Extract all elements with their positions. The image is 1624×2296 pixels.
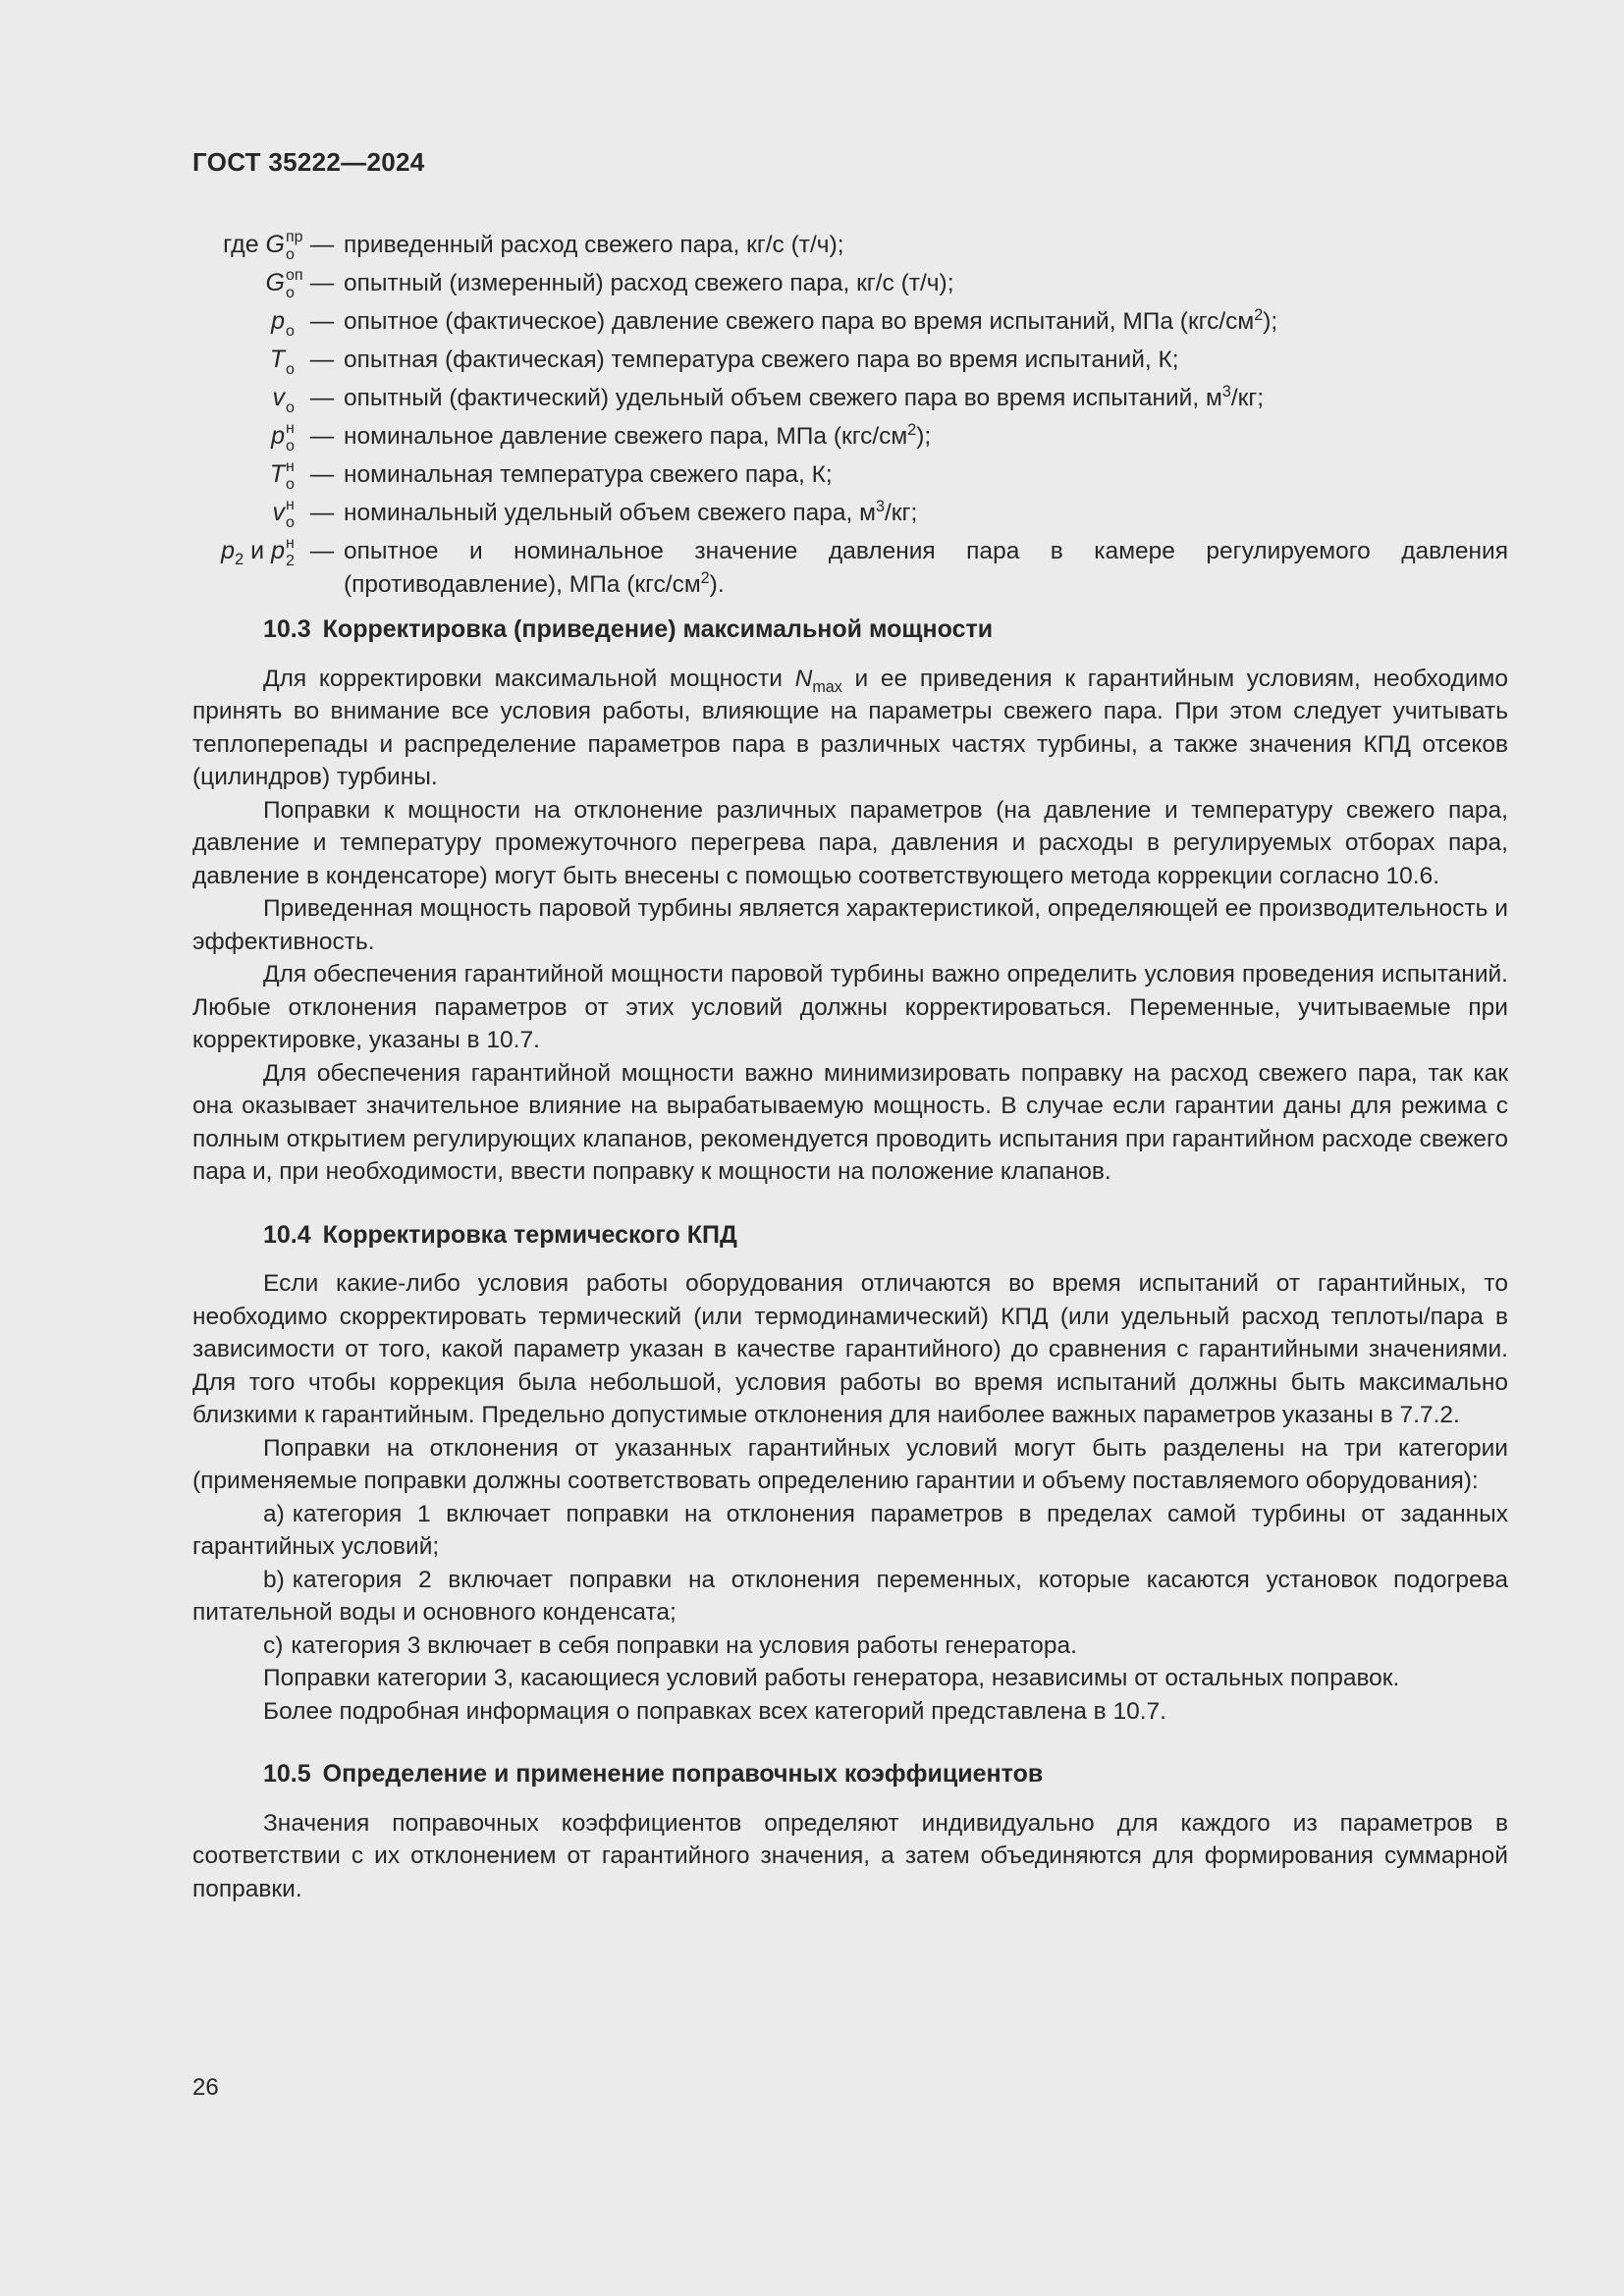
definition-dash: —: [309, 385, 335, 411]
definition-dash: —: [309, 500, 335, 526]
definition-row: [192, 229, 1508, 267]
definition-row: [192, 305, 1508, 344]
paragraph: Для корректировки максимальной мощности $N_{max}$ и ее приведения к гарантийным условиям, необходимо принять во внимание все условия работы, влияющие на параметры свежего пара. При этом следует учитывать теплоперепады и распределение параметров пара в различных частях турбины, а также значения КПД отсеков (цилиндров) турбины.: [192, 665, 1508, 790]
definition-row: [192, 535, 1508, 604]
section-10-4: [192, 1219, 1508, 1729]
definition-symbol: p н о: [271, 420, 295, 454]
definition-symbol: T о: [269, 346, 295, 378]
definition-dash: —: [309, 538, 335, 564]
paragraph: Если какие-либо условия работы оборудования отличаются во время испытаний от гарантийных, то необходимо скорректировать термический (или термодинамический) КПД (или удельный расход теплоты/пара в зависимости от того, какой параметр указан в качестве гарантийного) до сравнения с гарантийными значениями. Для того чтобы коррекция была небольшой, условия работы во время испытаний должны быть максимально близкими к гарантийным. Предельно допустимые отклонения для наиболее важных параметров указаны в 7.7.2.: [192, 1270, 1508, 1428]
section-10-3: [192, 614, 1508, 1189]
definition-row: [192, 497, 1508, 535]
definition-dash: —: [309, 270, 335, 296]
paragraph: Более подробная информация о поправках всех категорий представлена в 10.7.: [263, 1697, 1166, 1725]
paragraph: Для обеспечения гарантийной мощности паровой турбины важно определить условия проведения испытаний. Любые отклонения параметров от этих условий должны корректироваться. Переменные, учитываемые при корректировке, указаны в 10.7.: [192, 961, 1508, 1053]
list-item: a) категория 1 включает поправки на отклонения параметров в пределах самой турбины от заданных гарантийных условий;: [192, 1500, 1508, 1560]
definition-symbol: p о: [271, 307, 295, 340]
definition-text: опытный (измеренный) расход свежего пара, кг/с (т/ч);: [344, 270, 954, 296]
list-item: c) категория 3 включает в себя поправки на условия работы генератора.: [263, 1631, 1077, 1659]
definition-dash: —: [309, 232, 335, 258]
definition-row: [192, 458, 1508, 497]
paragraph: Для обеспечения гарантийной мощности важно минимизировать поправку на расход свежего пара, так как она оказывает значительное влияние на вырабатываемую мощность. В случае если гарантии даны для режима с полным открытием регулирующих клапанов, рекомендуется проводить испытания при гарантийном расходе свежего пара и, при необходимости, ввести поправку к мощности на положение клапанов.: [192, 1059, 1508, 1185]
definition-dash: —: [309, 308, 335, 335]
section-heading: 10.5 Определение и применение поправочных коэффициентов: [263, 1760, 1044, 1788]
section-heading: 10.4 Корректировка термического КПД: [263, 1220, 737, 1249]
paragraph: Значения поправочных коэффициентов определяют индивидуально для каждого из параметров в соответствии с их отклонением от гарантийного значения, а затем объединяются для формирования суммарной поправки.: [192, 1809, 1508, 1902]
definition-row: [192, 267, 1508, 305]
definition-row: [192, 420, 1508, 458]
definition-symbol: где G пр о: [223, 229, 303, 263]
section-10-5: [192, 1758, 1508, 1905]
definition-text: номинальный удельный объем свежего пара, $м^3/кг$;: [344, 497, 918, 526]
definition-dash: —: [309, 461, 335, 488]
definition-text: номинальная температура свежего пара, К;: [344, 461, 833, 488]
page-number: 26: [192, 2074, 219, 2101]
definitions-list: [192, 229, 1508, 604]
definition-text: номинальное давление свежего пара, МПа $(кгс/см^2)$;: [344, 420, 932, 450]
definition-text: приведенный расход свежего пара, кг/с (т/ч);: [344, 232, 844, 258]
paragraph: Поправки категории 3, касающиеся условий работы генератора, независимы от остальных поправок.: [263, 1665, 1400, 1691]
paragraph: Поправки к мощности на отклонение различных параметров (на давление и температуру свежего пара, давление и температуру промежуточного перегрева пара, давления и расходы в регулируемых отборах пара, давление в конденсаторе) могут быть внесены с помощью соответствующего метода коррекции согласно 10.6.: [192, 796, 1508, 889]
definition-row: [192, 344, 1508, 382]
definition-symbol: v н о: [272, 497, 295, 531]
paragraph: Приведенная мощность паровой турбины является характеристикой, определяющей ее производительность и эффективность.: [192, 895, 1508, 955]
definition-symbol: T н о: [269, 458, 295, 493]
definition-symbol: v о: [272, 384, 295, 416]
section-heading: 10.3 Корректировка (приведение) максимальной мощности: [263, 615, 994, 643]
document-header: ГОСТ 35222—2024: [192, 147, 425, 177]
definition-text: опытное (фактическое) давление свежего пара во время испытаний, МПа $(кгс/см^2)$;: [344, 305, 1278, 335]
paragraph: Поправки на отклонения от указанных гарантийных условий могут быть разделены на три категории (применяемые поправки должны соответствовать определению гарантии и объему поставляемого оборудования):: [192, 1434, 1508, 1494]
definition-text: опытная (фактическая) температура свежего пара во время испытаний, К;: [344, 347, 1179, 373]
definition-text: опытное и номинальное значение давления пара в камере регулируемого давления (противодавление), МПа $(кгс/см^2)$.: [344, 538, 1508, 598]
definition-dash: —: [309, 423, 335, 450]
definition-symbol: G оп о: [265, 267, 303, 301]
list-item: b) категория 2 включает поправки на отклонения переменных, которые касаются установок подогрева питательной воды и основного конденсата;: [192, 1566, 1508, 1626]
definition-symbol: $p_2$ и p н 2: [221, 535, 295, 569]
definition-row: [192, 382, 1508, 420]
definition-dash: —: [309, 347, 335, 373]
definition-text: опытный (фактический) удельный объем свежего пара во время испытаний, $м^3/кг$;: [344, 382, 1265, 411]
page-content: [192, 229, 1508, 1905]
